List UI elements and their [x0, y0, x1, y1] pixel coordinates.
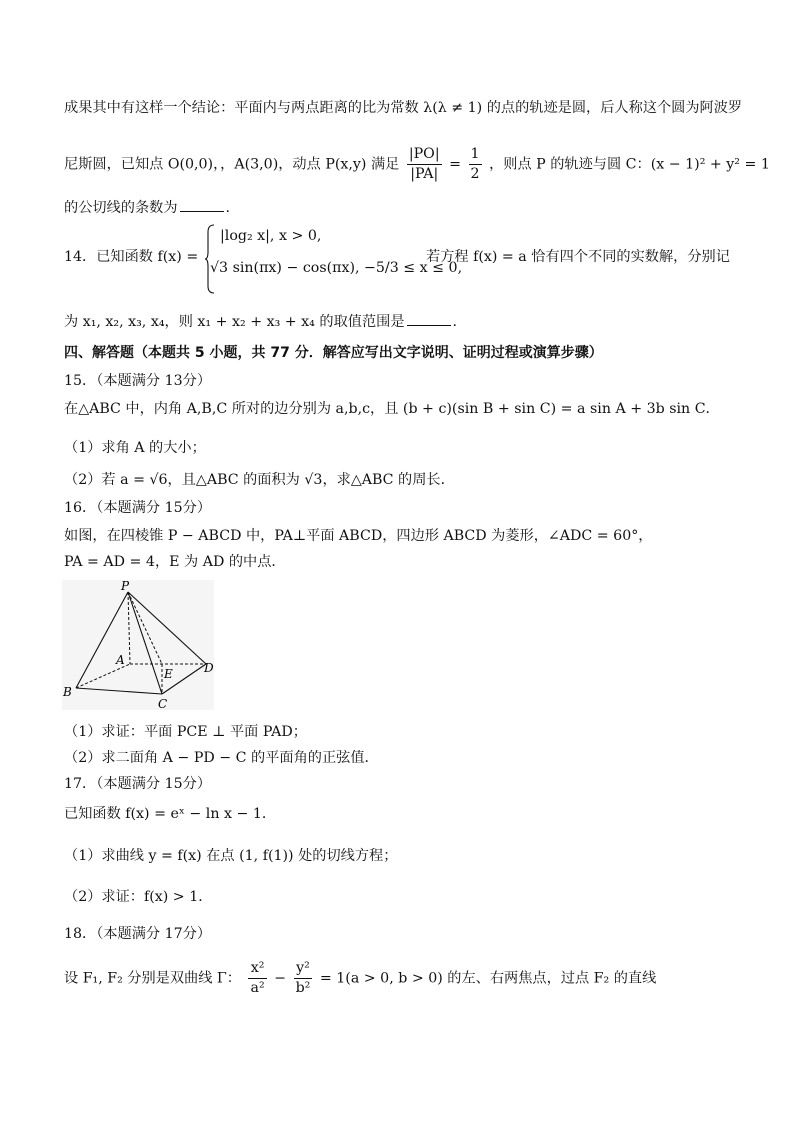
q18-stem: [64, 960, 656, 997]
q13-line2-start: 尼斯圆，已知点 O(0,0)，，A(3,0)，动点 P(x,y) 满足: [64, 156, 400, 173]
fraction-numerator: 1: [470, 146, 480, 162]
fraction-numerator: y²: [296, 960, 310, 976]
q14-case1: |log₂ x|, x > 0,: [220, 228, 322, 244]
q16-header: 16．（本题满分 15分）: [64, 500, 212, 516]
q14-line2-text: 为 x₁, x₂, x₃, x₄，则 x₁ + x₂ + x₃ + x₄ 的取值范围是: [64, 314, 405, 330]
vertex-label-a: A: [116, 653, 125, 667]
q18-stem-start: 设 F₁, F₂ 分别是双曲线 Γ：: [64, 970, 241, 987]
minus-sign: −: [274, 970, 287, 987]
fraction-numerator: |PO|: [408, 146, 440, 162]
q13-line3-text: 的公切线的条数为: [64, 200, 178, 216]
answer-blank: [407, 313, 451, 326]
fraction-denominator: b²: [295, 980, 311, 997]
q14-suffix: 若方程 f(x) = a 恰有四个不同的实数解，分别记: [426, 249, 730, 265]
q16-stem-line1: 如图，在四棱锥 P − ABCD 中，PA⊥平面 ABCD，四边形 ABCD 为菱形，∠ADC = 60°，: [64, 528, 653, 544]
q17-part1: （1）求曲线 y = f(x) 在点 (1, f(1)) 处的切线方程；: [64, 848, 398, 864]
answer-blank: [180, 199, 224, 212]
equals-sign: =: [449, 156, 462, 173]
q13-line2: [64, 146, 770, 183]
q13-line3: [64, 199, 230, 217]
section-heading: 四、解答题（本题共 5 小题，共 77 分．解答应写出文字说明、证明过程或演算步骤）: [64, 345, 603, 361]
q13-line3-end: .: [225, 200, 231, 216]
q13-line2-end: ，则点 P 的轨迹与圆 C：(x − 1)² + y² = 1: [489, 156, 770, 173]
q15-header: 15．（本题满分 13分）: [64, 373, 212, 389]
vertex-label-c: C: [158, 697, 168, 710]
q16-stem-line2: PA = AD = 4，E 为 AD 的中点．: [64, 554, 286, 570]
half-fraction: [469, 146, 482, 183]
fraction-numerator: x²: [250, 960, 265, 976]
q14-line2-end: .: [452, 314, 458, 330]
q14-line2: [64, 313, 457, 331]
vertex-label-p: P: [121, 580, 130, 593]
q13-line1: 成果其中有这样一个结论：平面内与两点距离的比为常数 λ(λ ≠ 1) 的点的轨迹是圆，后人称这个圆为阿波罗: [64, 100, 743, 116]
q15-stem: 在△ABC 中，内角 A,B,C 所对的边分别为 a,b,c，且 (b + c)(sin B + sin C) = a sin A + 3b sin C．: [64, 401, 720, 417]
q16-part2: （2）求二面角 A − PD − C 的平面角的正弦值．: [64, 750, 379, 766]
midpoint-label-e: E: [164, 667, 173, 681]
q18-stem-end: = 1(a > 0, b > 0) 的左、右两焦点，过点 F₂ 的直线: [319, 970, 657, 987]
q15-part2: （2）若 a = √6，且△ABC 的面积为 √3，求△ABC 的周长．: [64, 472, 455, 488]
q17-header: 17．（本题满分 15分）: [64, 776, 212, 792]
q14-case2: √3 sin(πx) − cos(πx), −5/3 ≤ x ≤ 0,: [210, 260, 463, 276]
vertex-label-b: B: [63, 685, 72, 699]
q17-part2: （2）求证：f(x) > 1．: [64, 889, 213, 905]
q14-prefix: 14．已知函数 f(x) =: [64, 249, 199, 265]
fraction-denominator: a²: [250, 980, 265, 997]
vertex-label-d: D: [204, 661, 214, 675]
pyramid-figure: [62, 580, 214, 710]
q18-header: 18．（本题满分 17分）: [64, 926, 212, 942]
x2-over-a2-fraction: [248, 960, 266, 997]
fraction-denominator: |PA|: [407, 164, 442, 183]
q14-function-definition: [64, 224, 764, 294]
po-pa-fraction: [407, 146, 442, 183]
y2-over-b2-fraction: [294, 960, 313, 997]
q17-stem: 已知函数 f(x) = eˣ − ln x − 1．: [64, 806, 277, 822]
fraction-denominator: 2: [470, 166, 480, 183]
left-brace-icon: [204, 224, 216, 294]
q15-part1: （1）求角 A 的大小；: [64, 440, 206, 456]
q16-part1: （1）求证：平面 PCE ⊥ 平面 PAD；: [64, 724, 307, 740]
